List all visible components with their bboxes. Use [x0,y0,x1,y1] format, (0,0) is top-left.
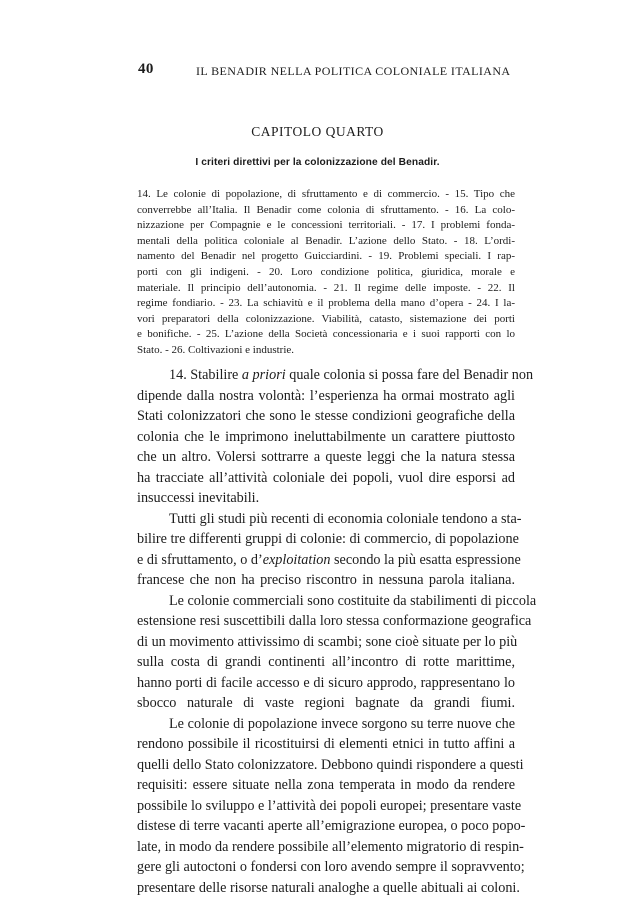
paragraph-4-line: gere gli autoctoni o fondersi con loro avendo sempre il sopravvento; [137,859,525,875]
paragraph-3-line: sulla costa di grandi continenti all’incontro di rotte marittime, [137,654,515,670]
paragraph-3-line: Le colonie commerciali sono costituite da stabilimenti di piccola [169,592,537,609]
summary-line: regime fondiario. - 23. La schiavitù e il problema della mano d’opera - 24. I la- [137,297,515,310]
summary-line: porti con gli indigeni. - 20. Loro condizione politica, giuridica, morale e [137,265,515,278]
text-run: e di sfruttamento, o d’ [137,551,263,568]
summary-line: namento del Benadir nel progetto Guicciardini. - 19. Problemi speciali. I rap- [137,250,515,263]
body-text [137,365,537,898]
paragraph-2-line: Tutti gli studi più recenti di economia coloniale tendono a sta- [169,510,522,527]
summary-line: vori preparatori della colonizzazione. Viabilità, catasto, sistemazione dei porti [137,312,515,325]
paragraph-1-line: ha tracciate all’attività coloniale dei popoli, vuol dire esporsi ad [137,469,515,486]
chapter-summary [137,187,515,359]
summary-line: Stato. - 26. Coltivazioni e industrie. [137,343,295,356]
text-run: 14. Stabilire [169,367,242,383]
paragraph-4-line: distese di terre vacanti aperte all’emigrazione europea, o poco popo- [137,818,526,834]
italic-phrase: a priori [241,367,286,383]
text-run: secondo la più esatta espressione [330,551,521,568]
text-run: quale colonia si possa fare del Benadir non [285,367,534,383]
paragraph-1-line: colonia che le imprimono ineluttabilmente un carattere piuttosto [137,428,515,445]
running-title: IL BENADIR NELLA POLITICA COLONIALE ITALIANA [196,64,511,78]
page-number: 40 [138,61,154,77]
paragraph-4-line: presentare delle risorse naturali analoghe a quelle abituali ai coloni. [137,879,520,896]
summary-line: materiale. Il principio dell’autonomia. - 21. Il regime delle imposte. - 22. Il [137,281,515,294]
running-header [138,63,513,83]
paragraph-1-line: dipende dalla nostra volontà: l’esperienza ha ormai mostrato agli [137,387,515,404]
chapter-subtitle: I criteri direttivi per la colonizzazione del Benadir. [195,157,440,168]
paragraph-2-line: bilire tre differenti gruppi di colonie: di commercio, di popolazione [137,531,519,547]
summary-line: 14. Le colonie di popolazione, di sfruttamento e di commercio. - 15. Tipo che [137,188,515,200]
paragraph-4-line: quelli dello Stato colonizzatore. Debbono quindi rispondere a questi [137,756,524,773]
summary-line: converrebbe all’Italia. Il Benadir come colonia di sfruttamento. - 16. La colo- [137,203,515,216]
paragraph-1-line: Stati colonizzatori che sono le stesse condizioni geografiche della [137,408,515,424]
italic-phrase: exploitation [262,551,331,568]
paragraph-2-line: francese che non ha preciso riscontro in nessuna parola italiana. [137,572,515,588]
paragraph-4-line: Le colonie di popolazione invece sorgono su terre nuove che [169,715,515,732]
paragraph-3-line: di un movimento attivissimo di scambi; sone cioè situate per lo più [137,633,518,650]
paragraph-3-line: estensione resi suscettibili dalla loro stessa conformazione geografica [137,613,532,629]
summary-line: nizzazione per Compagnie e le concessioni territoriali. - 17. I problemi fonda- [137,219,515,232]
paragraph-3-line: hanno porti di facile accesso e di sicuro approdo, rappresentano lo [137,674,515,691]
paragraph-4-line: possibile lo sviluppo e l’attività dei popoli europei; presentare vaste [137,797,522,814]
paragraph-4-line: rendono possibile il ricostituirsi di elementi etnici in tutto affini a [137,736,515,752]
paragraph-1-line: che un altro. Volersi sottrarre a queste leggi che la natura stessa [137,449,515,465]
paragraph-4-line: requisiti: essere situate nella zona temperata in modo da rendere [137,777,515,793]
chapter-label: CAPITOLO QUARTO [251,124,384,139]
paragraph-1-line [137,365,534,386]
summary-line: mentali della politica coloniale al Benadir. L’azione dello Stato. - 18. L’ordi- [137,234,515,247]
paragraph-1-line: insuccessi inevitabili. [137,490,260,506]
paragraph-3-line: sbocco naturale di vaste regioni bagnate da grandi fiumi. [137,695,515,711]
paragraph-4-line: late, in modo da rendere possibile all’elemento migratorio di respin- [137,838,524,855]
summary-line: e bonifiche. - 25. L’azione della Società concessionaria e i suoi rapporti con lo [137,328,515,341]
paragraph-2-line [137,550,521,571]
